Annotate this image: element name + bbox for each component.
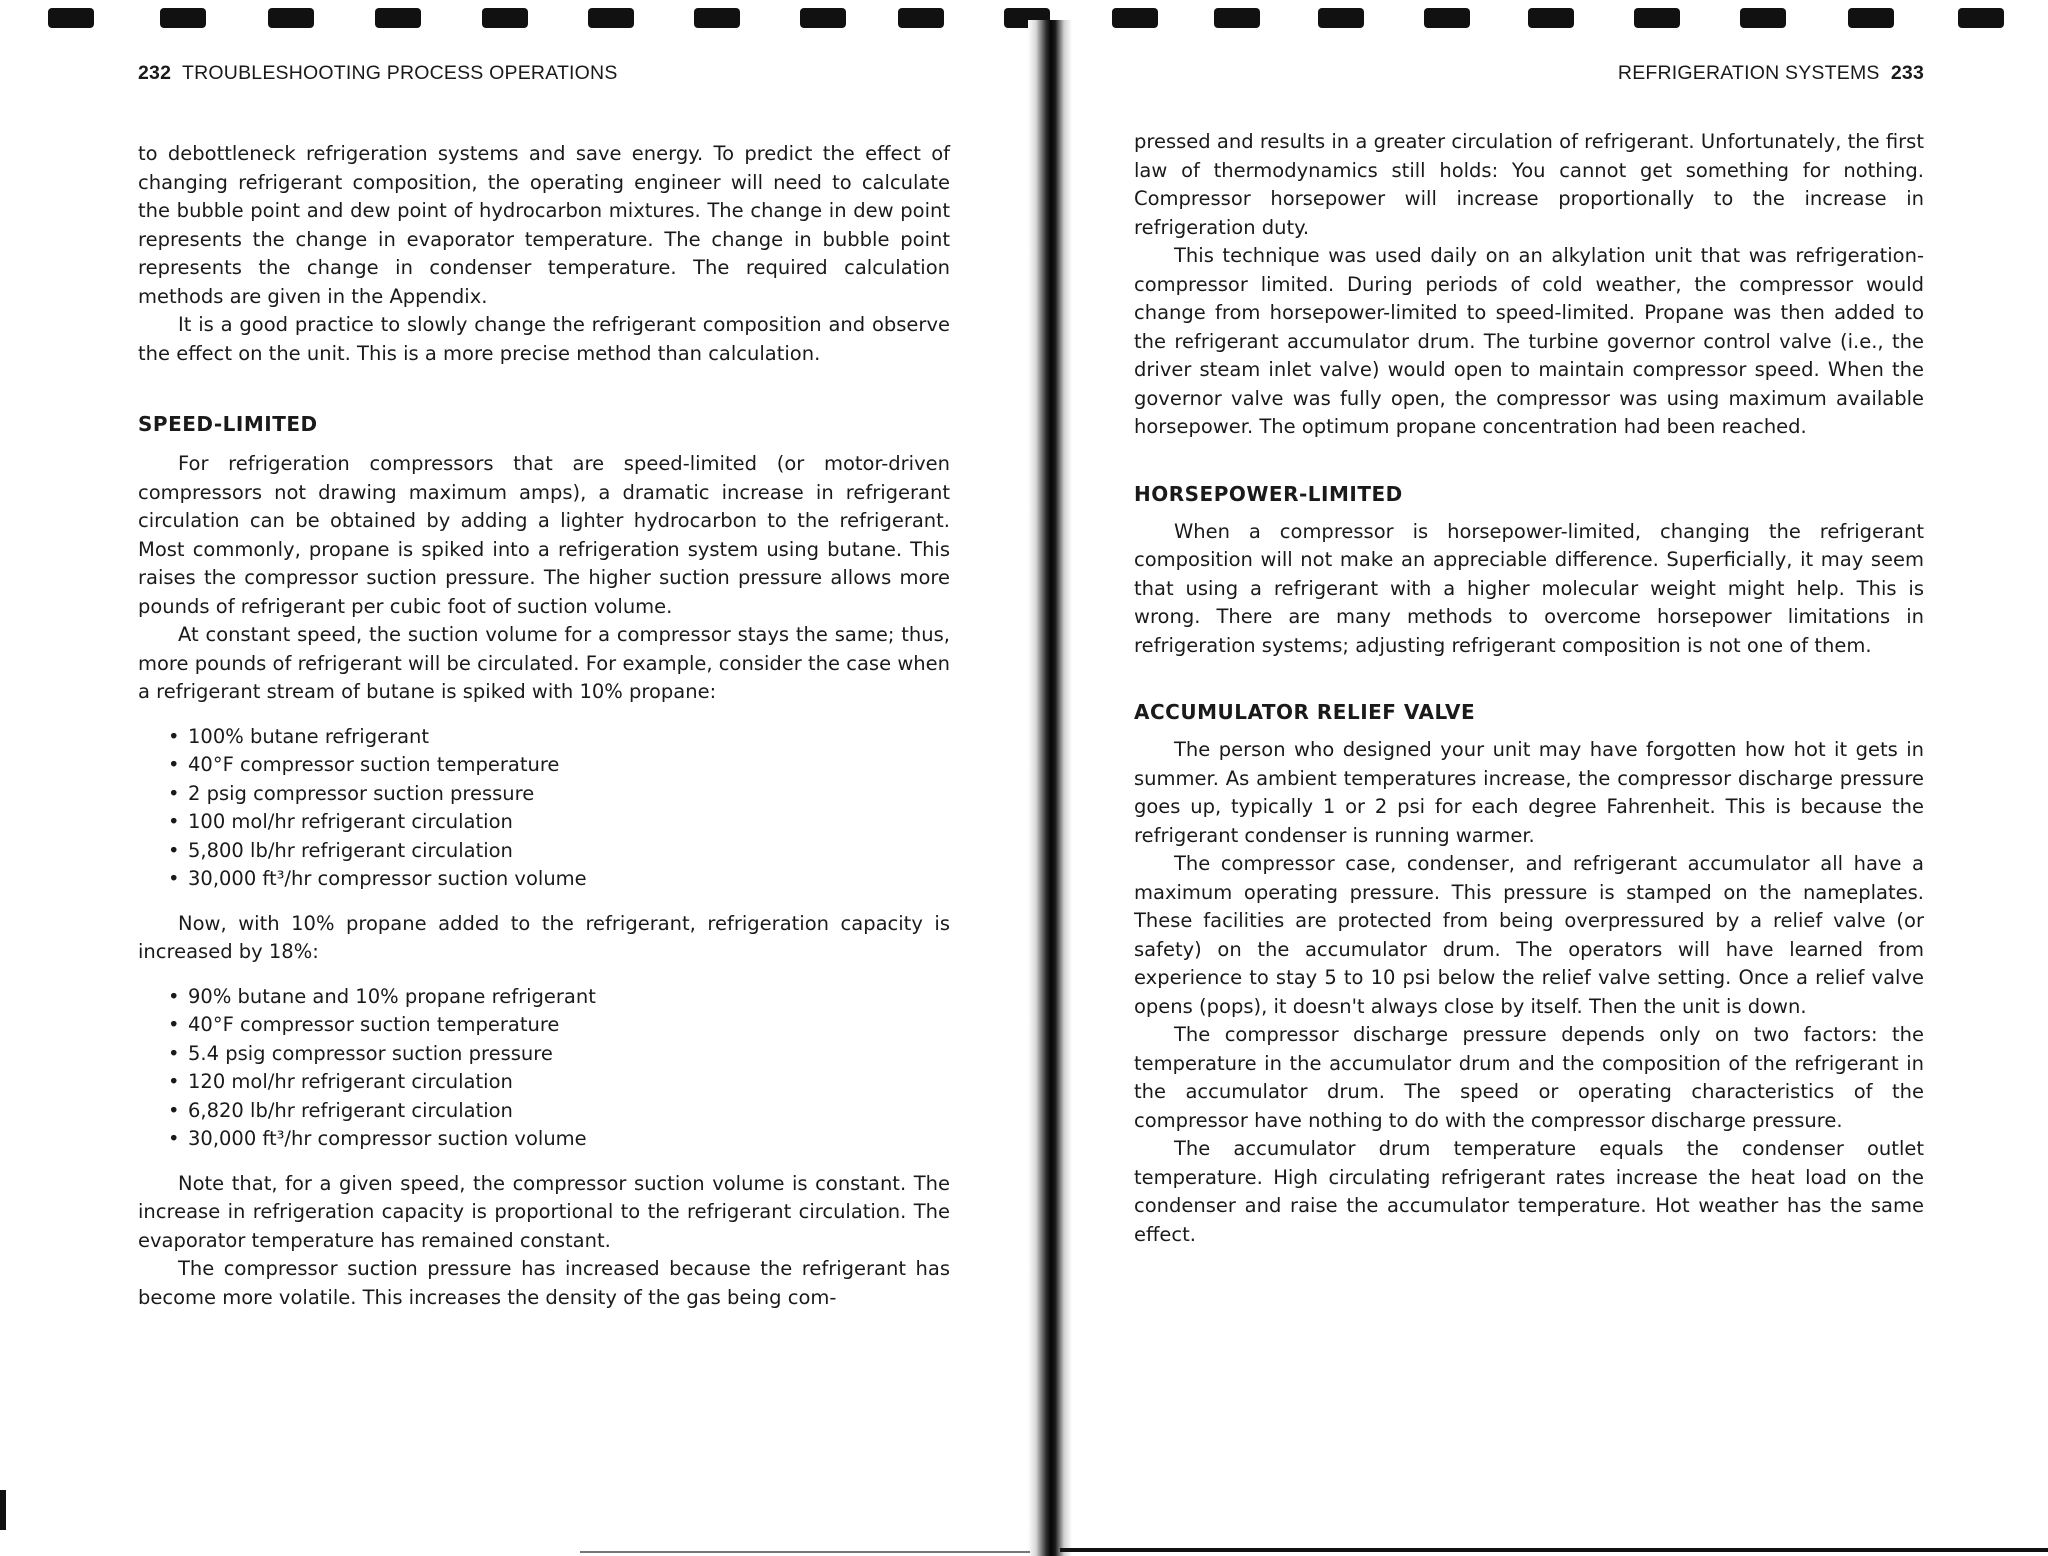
paragraph: It is a good practice to slowly change the refrigerant composition and observe the effect on the unit. This is a more precise method than calculation. [138, 313, 950, 365]
list-item: • 5,800 lb/hr refrigerant circulation [168, 837, 950, 866]
paragraph: The compressor discharge pressure depends only on two factors: the temperature in the accumulator drum and the composition of the refrigerant in the accumulator drum. The speed or operating characteristics of the compressor have nothing to do with the compressor discharge pressure. [1134, 1023, 1924, 1132]
list-item: • 30,000 ft³/hr compressor suction volume [168, 1125, 950, 1154]
paragraph: The compressor case, condenser, and refrigerant accumulator all have a maximum operating pressure. This pressure is stamped on the nameplates. These facilities are protected from being overpressured by a relief valve (or safety) on the accumulator drum. The operators will have learned from experience to stay 5 to 10 psi below the relief valve setting. Once a relief valve opens (pops), it doesn't always close by itself. Then the unit is down. [1134, 852, 1924, 1018]
binding-hole [482, 8, 528, 28]
binding-hole [1740, 8, 1786, 28]
binding-hole [1528, 8, 1574, 28]
paragraph: The compressor suction pressure has increased because the refrigerant has become more volatile. This increases the density of the gas being com- [138, 1257, 950, 1309]
binding-hole [898, 8, 944, 28]
binding-hole [48, 8, 94, 28]
binding-hole [268, 8, 314, 28]
section-heading: SPEED-LIMITED [138, 412, 318, 436]
list-item: • 100 mol/hr refrigerant circulation [168, 808, 950, 837]
paragraph: Now, with 10% propane added to the refrigerant, refrigeration capacity is increased by 18%: [138, 911, 950, 963]
binding-hole [1424, 8, 1470, 28]
binding-hole [588, 8, 634, 28]
page-number: 232 [138, 62, 172, 84]
list-item: • 40°F compressor suction temperature [168, 1011, 950, 1040]
binding-hole [694, 8, 740, 28]
page-edge-rule [1060, 1548, 2048, 1552]
paragraph: to debottleneck refrigeration systems and save energy. To predict the effect of changing refrigerant composition, the operating engineer will need to calculate the bubble point and dew point of hydrocarbon mixtures. The change in dew point represents the change in evaporator temperature. The change in bubble point represents the change in condenser temperature. The required calculation methods are given in the Appendix. [138, 142, 950, 308]
list-item: • 100% butane refrigerant [168, 723, 950, 752]
paragraph: Note that, for a given speed, the compressor suction volume is constant. The increase in refrigeration capacity is proportional to the refrigerant circulation. The evaporator temperature has remained constant. [138, 1171, 950, 1252]
scan-edge-mark [0, 1490, 6, 1530]
spiral-binding [0, 0, 2048, 32]
running-head-right [1134, 58, 1924, 88]
paragraph: The accumulator drum temperature equals the condenser outlet temperature. High circulating refrigerant rates increase the heat load on the condenser and raise the accumulator temperature. Hot weather has the same effect. [1134, 1137, 1924, 1246]
left-page [138, 58, 950, 1312]
list-item: • 40°F compressor suction temperature [168, 751, 950, 780]
page-edge-rule [580, 1551, 1030, 1553]
bullet-list [138, 983, 950, 1154]
page-number: 233 [1890, 62, 1924, 84]
binding-hole [160, 8, 206, 28]
binding-hole [1318, 8, 1364, 28]
paragraph: At constant speed, the suction volume for a compressor stays the same; thus, more pounds of refrigerant will be circulated. For example, consider the case when a refrigerant stream of butane is spiked with 10% propane: [138, 623, 950, 703]
paragraph: pressed and results in a greater circulation of refrigerant. Unfortunately, the first law of thermodynamics still holds: You cannot get something for nothing. Compressor horsepower will increase proportionally to the increase in refrigeration duty. [1134, 130, 1924, 239]
list-item: • 90% butane and 10% propane refrigerant [168, 983, 950, 1012]
list-item: • 6,820 lb/hr refrigerant circulation [168, 1097, 950, 1126]
binding-hole [1112, 8, 1158, 28]
bullet-list [138, 723, 950, 894]
binding-hole [800, 8, 846, 28]
list-item: • 5.4 psig compressor suction pressure [168, 1040, 950, 1069]
book-gutter [1028, 20, 1072, 1556]
list-item: • 30,000 ft³/hr compressor suction volume [168, 865, 950, 894]
section-heading: HORSEPOWER-LIMITED [1134, 481, 1403, 506]
paragraph: For refrigeration compressors that are speed-limited (or motor-driven compressors not drawing maximum amps), a dramatic increase in refrigerant circulation can be obtained by adding a lighter hydrocarbon to the refrigerant. Most commonly, propane is spiked into a refrigeration system using butane. This raises the compressor suction pressure. The higher suction pressure allows more pounds of refrigerant per cubic foot of suction volume. [138, 452, 950, 618]
running-head-title: TROUBLESHOOTING PROCESS OPERATIONS [182, 62, 618, 84]
paragraph: When a compressor is horsepower-limited, changing the refrigerant composition will not make an appreciable difference. Superficially, it may seem that using a refrigerant with a higher molecular weight might help. This is wrong. There are many methods to overcome horsepower limitations in refrigeration systems; adjusting refrigerant composition is not one of them. [1134, 519, 1924, 657]
section-heading: ACCUMULATOR RELIEF VALVE [1134, 700, 1476, 724]
binding-hole [1848, 8, 1894, 28]
binding-hole [1958, 8, 2004, 28]
paragraph: This technique was used daily on an alkylation unit that was refrigeration-compressor limited. During periods of cold weather, the compressor would change from horsepower-limited to speed-limited. Propane was then added to the refrigerant accumulator drum. The turbine governor control valve (i.e., the driver steam inlet valve) would open to maintain compressor speed. When the governor valve was fully open, the compressor was using maximum available horsepower. The optimum propane concentration had been reached. [1134, 244, 1924, 438]
running-head-title: REFRIGERATION SYSTEMS [1617, 62, 1880, 84]
binding-hole [1634, 8, 1680, 28]
list-item: • 120 mol/hr refrigerant circulation [168, 1068, 950, 1097]
list-item: • 2 psig compressor suction pressure [168, 780, 950, 809]
running-head-left [138, 58, 950, 88]
binding-hole [375, 8, 421, 28]
right-page [1134, 58, 1924, 1249]
paragraph: The person who designed your unit may have forgotten how hot it gets in summer. As ambient temperatures increase, the compressor discharge pressure goes up, typically 1 or 2 psi for each degree Fahrenheit. This is because the refrigerant condenser is running warmer. [1134, 738, 1924, 847]
binding-hole [1214, 8, 1260, 28]
